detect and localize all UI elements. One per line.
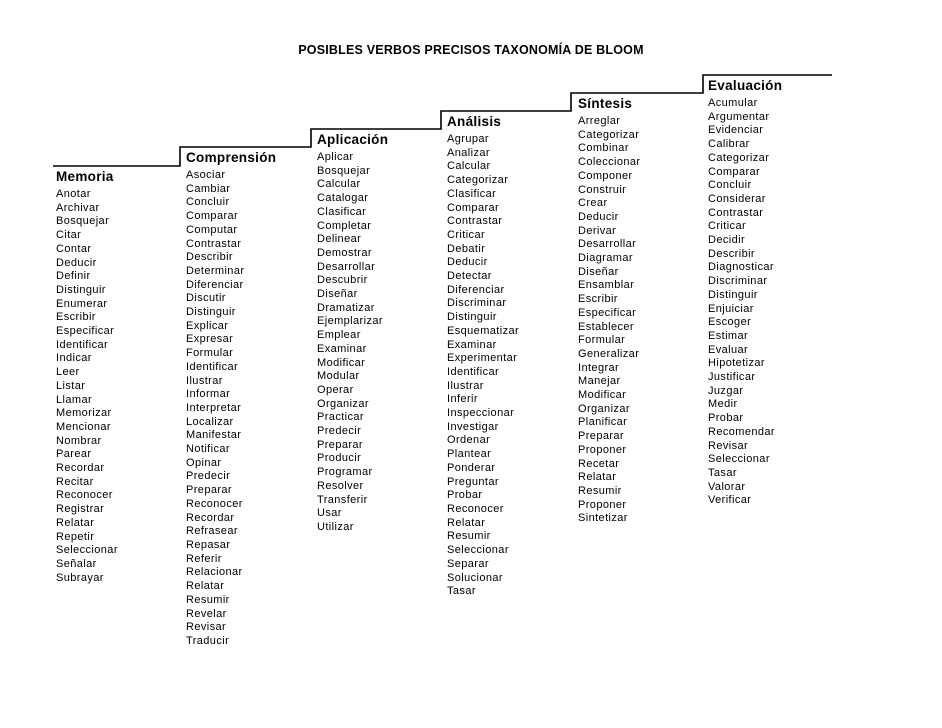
verb-list bbox=[56, 188, 118, 585]
verb-item: Resolver bbox=[317, 479, 364, 492]
verb-item: Archivar bbox=[56, 201, 100, 214]
verb-item: Derivar bbox=[578, 224, 617, 237]
verb-item: Enjuiciar bbox=[708, 302, 754, 315]
verb-item: Tasar bbox=[447, 585, 476, 598]
verb-item: Planificar bbox=[578, 416, 628, 429]
verb-item: Diferenciar bbox=[186, 278, 244, 291]
verb-list bbox=[447, 133, 519, 599]
column-sintesis bbox=[578, 95, 640, 526]
verb-item: Delinear bbox=[317, 233, 362, 246]
column-heading: Análisis bbox=[447, 114, 502, 129]
verb-item: Computar bbox=[186, 223, 238, 236]
column-heading: Evaluación bbox=[708, 78, 783, 93]
verb-item: Valorar bbox=[708, 480, 746, 493]
verb-item: Identificar bbox=[186, 360, 239, 373]
verb-item: Contar bbox=[56, 242, 92, 255]
verb-item: Seleccionar bbox=[447, 544, 509, 557]
verb-item: Especificar bbox=[56, 325, 115, 338]
verb-item: Opinar bbox=[186, 456, 222, 469]
verb-item: Preguntar bbox=[447, 475, 499, 488]
verb-item: Calcular bbox=[447, 160, 491, 173]
verb-item: Relatar bbox=[578, 471, 617, 484]
verb-item: Establecer bbox=[578, 320, 634, 333]
column-memoria bbox=[56, 168, 118, 585]
verb-item: Señalar bbox=[56, 557, 97, 570]
verb-item: Diagramar bbox=[578, 252, 633, 265]
verb-item: Identificar bbox=[447, 365, 500, 378]
verb-item: Hipotetizar bbox=[708, 357, 765, 370]
verb-item: Escribir bbox=[56, 311, 96, 324]
verb-item: Informar bbox=[186, 388, 231, 401]
verb-item: Argumentar bbox=[708, 110, 770, 123]
verb-item: Resumir bbox=[578, 484, 622, 497]
verb-item: Concluir bbox=[186, 196, 230, 209]
verb-item: Manifestar bbox=[186, 429, 242, 442]
verb-item: Inspeccionar bbox=[447, 407, 515, 420]
verb-item: Distinguir bbox=[708, 288, 758, 301]
verb-list bbox=[317, 151, 388, 535]
verb-item: Acumular bbox=[708, 97, 758, 109]
verb-item: Deducir bbox=[578, 210, 619, 223]
verb-item: Estimar bbox=[708, 329, 749, 342]
verb-item: Agrupar bbox=[447, 133, 489, 145]
verb-item: Enumerar bbox=[56, 297, 108, 310]
verb-item: Expresar bbox=[186, 333, 234, 346]
verb-item: Recomendar bbox=[708, 425, 775, 438]
verb-item: Nombrar bbox=[56, 434, 102, 447]
verb-item: Medir bbox=[708, 398, 738, 411]
verb-item: Revelar bbox=[186, 607, 227, 620]
column-heading: Comprensión bbox=[186, 150, 277, 165]
verb-item: Ensamblar bbox=[578, 279, 635, 292]
verb-item: Referir bbox=[186, 552, 222, 565]
verb-item: Diferenciar bbox=[447, 283, 505, 296]
verb-item: Notificar bbox=[186, 443, 230, 456]
verb-item: Ilustrar bbox=[447, 379, 484, 392]
verb-item: Contrastar bbox=[708, 206, 764, 219]
verb-item: Discutir bbox=[186, 292, 226, 305]
verb-item: Categorizar bbox=[447, 174, 509, 187]
verb-item: Calibrar bbox=[708, 138, 750, 151]
verb-item: Emplear bbox=[317, 329, 361, 342]
verb-item: Relatar bbox=[186, 580, 225, 593]
verb-item: Transferir bbox=[317, 493, 368, 506]
verb-item: Seleccionar bbox=[56, 544, 118, 557]
verb-item: Dramatizar bbox=[317, 301, 375, 314]
verb-item: Cambiar bbox=[186, 182, 231, 195]
verb-item: Asociar bbox=[186, 169, 226, 181]
verb-item: Describir bbox=[186, 251, 233, 264]
verb-item: Arreglar bbox=[578, 115, 621, 127]
verb-item: Distinguir bbox=[447, 311, 497, 324]
verb-item: Justificar bbox=[708, 371, 756, 384]
verb-item: Indicar bbox=[56, 352, 92, 365]
verb-item: Desarrollar bbox=[317, 260, 376, 273]
verb-item: Usar bbox=[317, 507, 342, 520]
verb-item: Localizar bbox=[186, 415, 234, 428]
verb-item: Verificar bbox=[708, 494, 752, 507]
verb-item: Relacionar bbox=[186, 566, 243, 579]
verb-item: Definir bbox=[56, 270, 91, 283]
verb-item: Repetir bbox=[56, 530, 95, 543]
column-comprension bbox=[186, 149, 276, 649]
verb-item: Identificar bbox=[56, 338, 109, 351]
verb-item: Proponer bbox=[578, 498, 627, 511]
verb-item: Manejar bbox=[578, 375, 621, 388]
verb-item: Bosquejar bbox=[317, 164, 371, 177]
verb-item: Ponderar bbox=[447, 461, 496, 474]
verb-item: Preparar bbox=[317, 438, 363, 451]
verb-item: Traducir bbox=[186, 634, 230, 647]
verb-item: Discriminar bbox=[708, 275, 768, 288]
verb-item: Categorizar bbox=[578, 128, 640, 141]
verb-item: Organizar bbox=[578, 402, 630, 415]
verb-item: Considerar bbox=[708, 192, 766, 205]
verb-item: Tasar bbox=[708, 466, 737, 479]
verb-item: Subrayar bbox=[56, 571, 104, 584]
verb-item: Especificar bbox=[578, 306, 637, 319]
verb-item: Recordar bbox=[56, 462, 105, 475]
verb-item: Mencionar bbox=[56, 420, 111, 433]
verb-item: Separar bbox=[447, 557, 489, 570]
verb-item: Analizar bbox=[447, 146, 490, 159]
verb-item: Escribir bbox=[578, 293, 618, 306]
verb-item: Llamar bbox=[56, 393, 93, 406]
verb-item: Leer bbox=[56, 366, 80, 379]
verb-item: Recordar bbox=[186, 511, 235, 524]
verb-item: Explicar bbox=[186, 319, 229, 332]
column-heading: Memoria bbox=[56, 169, 114, 184]
verb-list bbox=[186, 169, 276, 649]
verb-item: Solucionar bbox=[447, 571, 503, 584]
verb-item: Plantear bbox=[447, 448, 492, 461]
verb-item: Catalogar bbox=[317, 192, 369, 205]
verb-item: Categorizar bbox=[708, 151, 770, 164]
verb-item: Registrar bbox=[56, 503, 105, 516]
verb-item: Experimentar bbox=[447, 352, 518, 365]
verb-item: Construir bbox=[578, 183, 627, 196]
verb-item: Practicar bbox=[317, 411, 364, 424]
verb-item: Ejemplarizar bbox=[317, 315, 383, 328]
verb-item: Clasificar bbox=[447, 187, 497, 200]
verb-item: Ilustrar bbox=[186, 374, 223, 387]
verb-item: Proponer bbox=[578, 443, 627, 456]
verb-item: Diagnosticar bbox=[708, 261, 774, 274]
verb-item: Componer bbox=[578, 169, 633, 182]
verb-item: Debatir bbox=[447, 242, 486, 255]
verb-item: Anotar bbox=[56, 188, 91, 200]
verb-item: Formular bbox=[578, 334, 626, 347]
verb-item: Citar bbox=[56, 229, 82, 242]
column-heading: Síntesis bbox=[578, 96, 633, 111]
verb-item: Descubrir bbox=[317, 274, 368, 287]
verb-item: Decidir bbox=[708, 234, 746, 247]
verb-item: Calcular bbox=[317, 178, 361, 191]
verb-item: Memorizar bbox=[56, 407, 112, 420]
verb-item: Aplicar bbox=[317, 151, 354, 163]
verb-item: Generalizar bbox=[578, 347, 640, 360]
verb-item: Completar bbox=[317, 219, 372, 232]
verb-item: Comparar bbox=[186, 210, 239, 223]
verb-item: Combinar bbox=[578, 142, 629, 155]
verb-item: Preparar bbox=[186, 484, 232, 497]
verb-item: Revisar bbox=[708, 439, 749, 452]
verb-item: Juzgar bbox=[708, 384, 744, 397]
verb-item: Recitar bbox=[56, 475, 94, 488]
verb-item: Bosquejar bbox=[56, 215, 110, 228]
verb-item: Modular bbox=[317, 370, 360, 383]
verb-item: Detectar bbox=[447, 270, 492, 283]
verb-item: Diseñar bbox=[578, 265, 619, 278]
column-aplicacion bbox=[317, 131, 388, 535]
verb-item: Probar bbox=[708, 412, 744, 425]
verb-item: Sintetizar bbox=[578, 512, 628, 525]
verb-item: Criticar bbox=[708, 220, 747, 233]
verb-item: Clasificar bbox=[317, 205, 367, 218]
verb-item: Listar bbox=[56, 379, 86, 392]
verb-item: Relatar bbox=[56, 516, 95, 529]
verb-item: Contrastar bbox=[447, 215, 503, 228]
column-heading: Aplicación bbox=[317, 132, 389, 147]
verb-item: Seleccionar bbox=[708, 453, 770, 466]
verb-item: Demostrar bbox=[317, 246, 372, 259]
verb-item: Modificar bbox=[578, 389, 627, 402]
verb-item: Preparar bbox=[578, 430, 624, 443]
verb-item: Ordenar bbox=[447, 434, 491, 447]
verb-item: Refrasear bbox=[186, 525, 238, 538]
verb-item: Reconocer bbox=[56, 489, 113, 502]
verb-item: Concluir bbox=[708, 179, 752, 192]
verb-item: Formular bbox=[186, 347, 234, 360]
verb-item: Crear bbox=[578, 197, 608, 210]
verb-item: Revisar bbox=[186, 621, 227, 634]
verb-item: Producir bbox=[317, 452, 362, 465]
verb-item: Comparar bbox=[447, 201, 500, 214]
verb-item: Operar bbox=[317, 383, 354, 396]
verb-item: Modificar bbox=[317, 356, 366, 369]
verb-list bbox=[708, 97, 782, 508]
verb-item: Utilizar bbox=[317, 520, 354, 533]
verb-item: Criticar bbox=[447, 228, 486, 241]
verb-item: Desarrollar bbox=[578, 238, 637, 251]
verb-item: Resumir bbox=[447, 530, 491, 543]
verb-item: Parear bbox=[56, 448, 92, 461]
verb-item: Probar bbox=[447, 489, 483, 502]
verb-item: Repasar bbox=[186, 538, 231, 551]
verb-item: Determinar bbox=[186, 264, 245, 277]
verb-item: Distinguir bbox=[186, 306, 236, 319]
verb-item: Diseñar bbox=[317, 288, 358, 301]
verb-item: Reconocer bbox=[447, 502, 504, 515]
verb-item: Recetar bbox=[578, 457, 620, 470]
verb-item: Evaluar bbox=[708, 343, 749, 356]
verb-item: Contrastar bbox=[186, 237, 242, 250]
verb-item: Predecir bbox=[186, 470, 231, 483]
verb-item: Deducir bbox=[447, 256, 488, 269]
verb-item: Evidenciar bbox=[708, 124, 764, 137]
verb-item: Interpretar bbox=[186, 401, 242, 414]
verb-item: Integrar bbox=[578, 361, 620, 374]
verb-item: Resumir bbox=[186, 593, 230, 606]
verb-item: Coleccionar bbox=[578, 156, 641, 169]
verb-list bbox=[578, 115, 640, 526]
verb-item: Examinar bbox=[447, 338, 497, 351]
verb-item: Relatar bbox=[447, 516, 486, 529]
verb-item: Deducir bbox=[56, 256, 97, 269]
column-evaluacion bbox=[708, 77, 782, 508]
page-title: POSIBLES VERBOS PRECISOS TAXONOMÍA DE BLOOM bbox=[298, 43, 644, 57]
verb-item: Programar bbox=[317, 466, 373, 479]
verb-item: Examinar bbox=[317, 342, 367, 355]
verb-item: Inferir bbox=[447, 393, 478, 406]
verb-item: Investigar bbox=[447, 420, 499, 433]
column-analisis bbox=[447, 113, 519, 599]
verb-item: Comparar bbox=[708, 165, 761, 178]
verb-item: Distinguir bbox=[56, 283, 106, 296]
verb-item: Organizar bbox=[317, 397, 369, 410]
verb-item: Escoger bbox=[708, 316, 752, 329]
verb-item: Describir bbox=[708, 247, 755, 260]
verb-item: Esquematizar bbox=[447, 324, 520, 337]
verb-item: Discriminar bbox=[447, 297, 507, 310]
verb-item: Reconocer bbox=[186, 497, 243, 510]
verb-item: Predecir bbox=[317, 425, 362, 438]
